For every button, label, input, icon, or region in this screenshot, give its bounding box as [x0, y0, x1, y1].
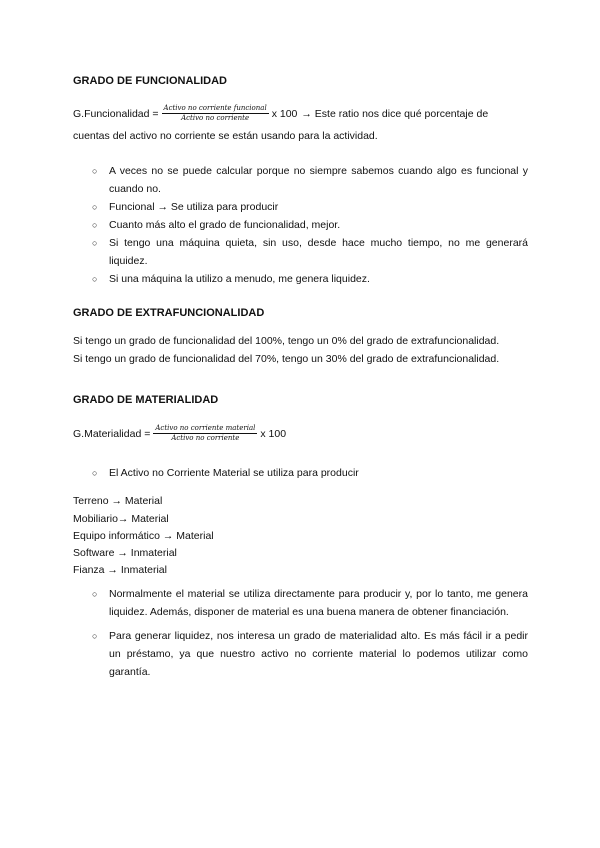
fraction-denominator: Activo no corriente	[171, 434, 240, 442]
extrafuncionalidad-line-2: Si tengo un grado de funcionalidad del 70%, tengo un 30% del grado de extrafuncionalidad.	[73, 353, 500, 365]
fraction	[162, 104, 269, 123]
materialidad-intro-list	[92, 464, 528, 482]
formula-label: G.Materialidad =	[73, 427, 151, 440]
list-item: ○ Normalmente el material se utiliza directamente para producir y, por lo tanto, me genera liquidez. Además, disponer de material es una buena manera de obtener financiación.	[92, 585, 528, 621]
formula-funcionalidad	[73, 104, 488, 123]
circle-bullet-icon: ○	[92, 631, 98, 641]
ratio-description-continued: cuentas del activo no corriente se están usando para la actividad.	[73, 130, 378, 142]
list-item: ○ Para generar liquidez, nos interesa un grado de materialidad alto. Es más fácil ir a pedir un préstamo, ya que nuestro activo no corriente material lo podemos utilizar como garantía.	[92, 627, 528, 681]
heading-extrafuncionalidad: GRADO DE EXTRAFUNCIONALIDAD	[73, 307, 265, 319]
materialidad-bullet-list	[92, 585, 528, 687]
circle-bullet-icon: ○	[92, 589, 98, 599]
circle-bullet-icon: ○	[92, 274, 98, 284]
fraction-numerator: Activo no corriente material	[155, 424, 256, 432]
formula-label: G.Funcionalidad =	[73, 107, 159, 120]
ratio-description: → Este ratio nos dice qué porcentaje de	[301, 107, 489, 120]
list-item: ○ El Activo no Corriente Material se utiliza para producir	[92, 464, 528, 482]
funcionalidad-bullet-list	[92, 162, 528, 288]
circle-bullet-icon: ○	[92, 202, 98, 212]
example-line: Equipo informático → Material	[73, 530, 214, 542]
list-item: ○ Si una máquina la utilizo a menudo, me genera liquidez.	[92, 270, 528, 288]
list-item: ○ Funcional → Se utiliza para producir	[92, 198, 528, 216]
list-item: ○ A veces no se puede calcular porque no siempre sabemos cuando algo es funcional y cuando no.	[92, 162, 528, 198]
formula-multiplier: x 100	[260, 427, 287, 440]
example-line: Mobiliario→ Material	[73, 513, 169, 525]
example-line: Software → Inmaterial	[73, 547, 177, 559]
extrafuncionalidad-line-1: Si tengo un grado de funcionalidad del 100%, tengo un 0% del grado de extrafuncionalidad.	[73, 335, 500, 347]
circle-bullet-icon: ○	[92, 238, 98, 248]
formula-multiplier: x 100	[271, 107, 298, 120]
circle-bullet-icon: ○	[92, 468, 98, 478]
fraction-numerator: Activo no corriente funcional	[163, 104, 267, 112]
list-item: ○ Cuanto más alto el grado de funcionalidad, mejor.	[92, 216, 528, 234]
circle-bullet-icon: ○	[92, 220, 98, 230]
formula-materialidad	[73, 424, 286, 443]
heading-materialidad: GRADO DE MATERIALIDAD	[73, 394, 219, 406]
fraction	[153, 424, 257, 443]
example-line: Terreno → Material	[73, 495, 163, 507]
fraction-denominator: Activo no corriente	[181, 114, 250, 122]
list-item: ○ Si tengo una máquina quieta, sin uso, desde hace mucho tiempo, no me generará liquidez.	[92, 234, 528, 270]
example-line: Fianza → Inmaterial	[73, 564, 167, 576]
heading-funcionalidad: GRADO DE FUNCIONALIDAD	[73, 75, 227, 87]
circle-bullet-icon: ○	[92, 166, 98, 176]
